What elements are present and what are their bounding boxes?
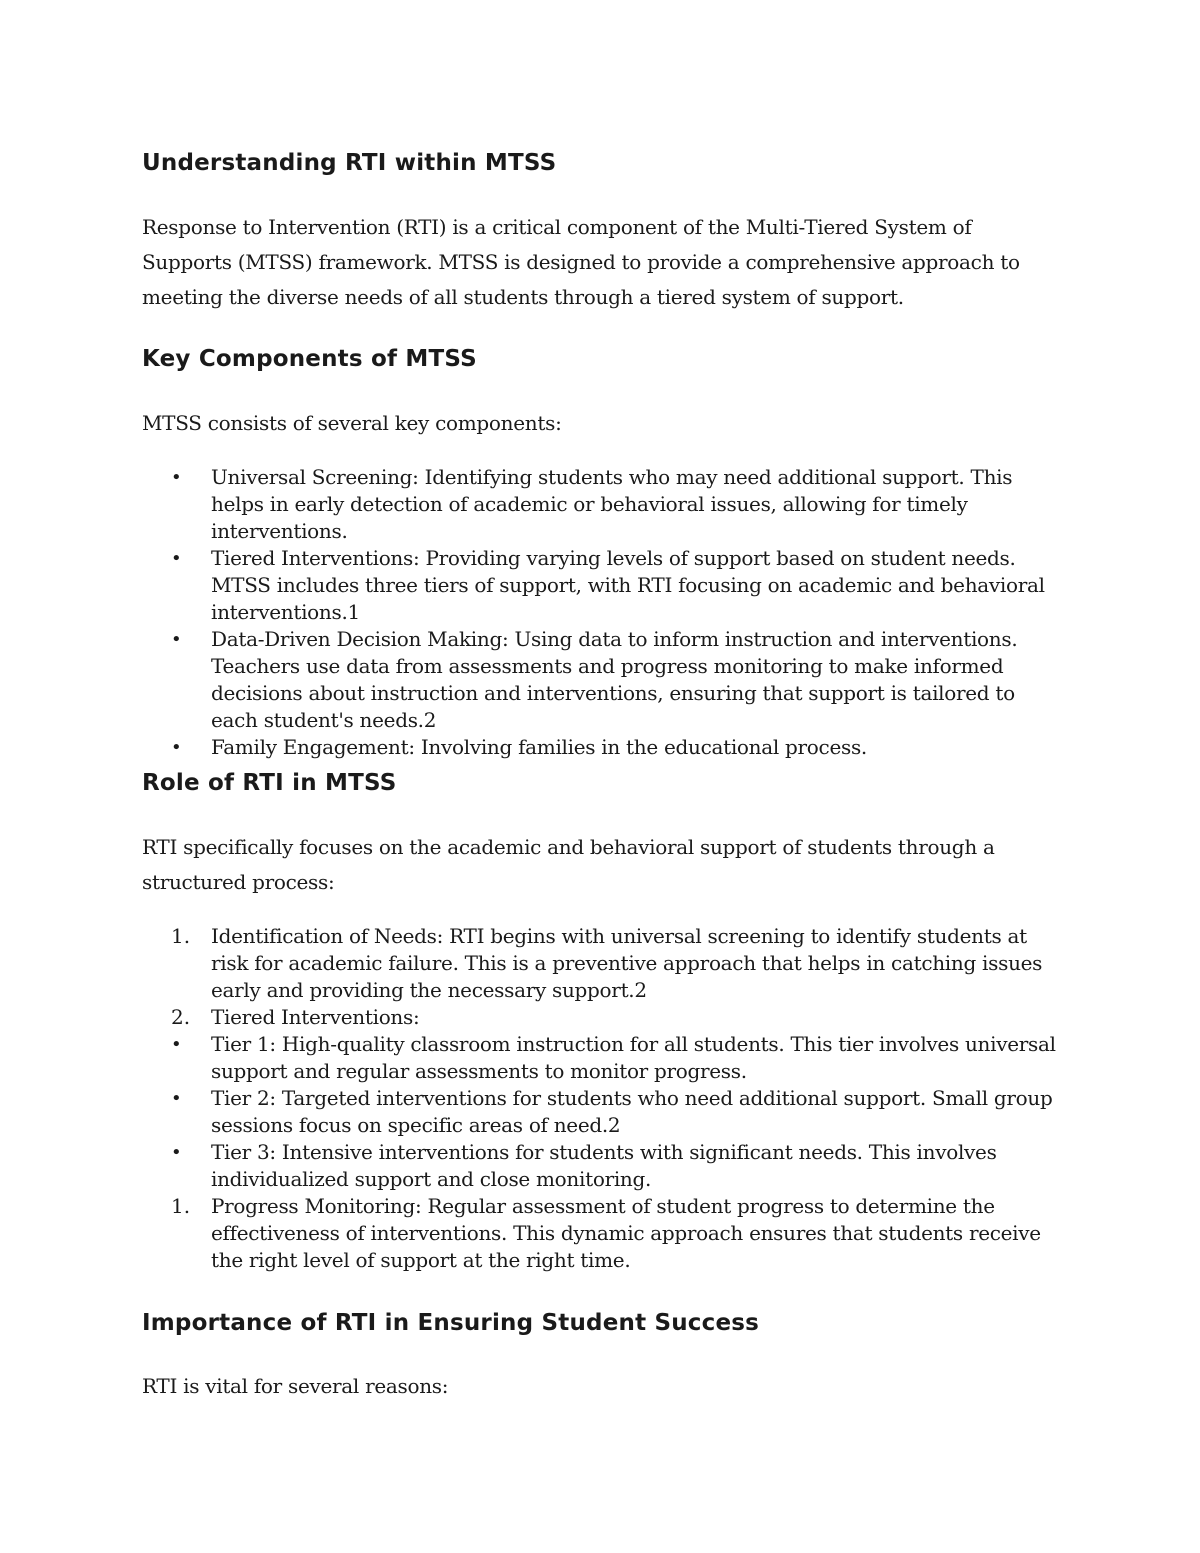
list-item bbox=[142, 734, 1062, 761]
role-of-rti-intro: RTI specifically focuses on the academic and behavioral support of students through a structured process: bbox=[142, 835, 995, 894]
list-item-text: Tier 1: High-quality classroom instruction for all students. This tier involves universal support and regular assessments to monitor progress. bbox=[211, 1032, 1056, 1083]
bullet-marker: • bbox=[171, 629, 182, 650]
key-components-list bbox=[142, 464, 1062, 761]
list-item-text: Tier 2: Targeted interventions for students who need additional support. Small group sessions focus on specific areas of need.2 bbox=[211, 1086, 1053, 1137]
list-item bbox=[142, 1085, 1062, 1139]
bullet-marker: • bbox=[171, 1142, 182, 1163]
role-of-rti-list bbox=[142, 923, 1062, 1274]
list-item bbox=[142, 626, 1062, 734]
section-heading-role-of-rti: Role of RTI in MTSS bbox=[142, 770, 397, 796]
bullet-marker: • bbox=[171, 1088, 182, 1109]
key-components-intro: MTSS consists of several key components: bbox=[142, 411, 562, 435]
section-heading-importance-of-rti: Importance of RTI in Ensuring Student Success bbox=[142, 1310, 760, 1336]
importance-intro: RTI is vital for several reasons: bbox=[142, 1374, 449, 1398]
bullet-marker: • bbox=[171, 737, 182, 758]
list-item-text: Tier 3: Intensive interventions for students with significant needs. This involves individualized support and close monitoring. bbox=[211, 1140, 997, 1191]
list-item bbox=[142, 545, 1062, 626]
list-item-text: Data-Driven Decision Making: Using data to inform instruction and interventions. Teachers use data from assessments and progress monitoring to make informed decisions about instruction and interventions, ensuring that support is tailored to each student's needs.2 bbox=[211, 627, 1018, 732]
bullet-marker: • bbox=[171, 548, 182, 569]
list-item bbox=[142, 1031, 1062, 1085]
list-item bbox=[142, 1193, 1062, 1274]
list-item-text: Universal Screening: Identifying students who may need additional support. This helps in early detection of academic or behavioral issues, allowing for timely interventions. bbox=[211, 465, 1013, 543]
bullet-marker: • bbox=[171, 467, 182, 488]
number-marker: 1. bbox=[171, 924, 191, 948]
intro-paragraph: Response to Intervention (RTI) is a critical component of the Multi-Tiered System of Supports (MTSS) framework. MTSS is designed to provide a comprehensive approach to meeting the diverse needs of all students through a tiered system of support. bbox=[142, 215, 1020, 309]
list-item bbox=[142, 464, 1062, 545]
list-item bbox=[142, 1004, 1062, 1031]
list-item bbox=[142, 923, 1062, 1004]
bullet-marker: • bbox=[171, 1034, 182, 1055]
number-marker: 1. bbox=[171, 1194, 191, 1218]
list-item bbox=[142, 1139, 1062, 1193]
list-item-text: Identification of Needs: RTI begins with universal screening to identify students at risk for academic failure. This is a preventive approach that helps in catching issues early and providing the necessary support.2 bbox=[211, 924, 1043, 1002]
list-item-text: Progress Monitoring: Regular assessment of student progress to determine the effectiveness of interventions. This dynamic approach ensures that students receive the right level of support at the right time. bbox=[211, 1194, 1041, 1272]
section-heading-key-components: Key Components of MTSS bbox=[142, 346, 477, 372]
section-heading-understanding-rti: Understanding RTI within MTSS bbox=[142, 150, 557, 176]
list-item-text: Family Engagement: Involving families in the educational process. bbox=[211, 735, 867, 759]
list-item-text: Tiered Interventions: Providing varying levels of support based on student needs. MTSS includes three tiers of support, with RTI focusing on academic and behavioral interventions.1 bbox=[211, 546, 1045, 624]
list-item-text: Tiered Interventions: bbox=[211, 1005, 420, 1029]
number-marker: 2. bbox=[171, 1005, 191, 1029]
